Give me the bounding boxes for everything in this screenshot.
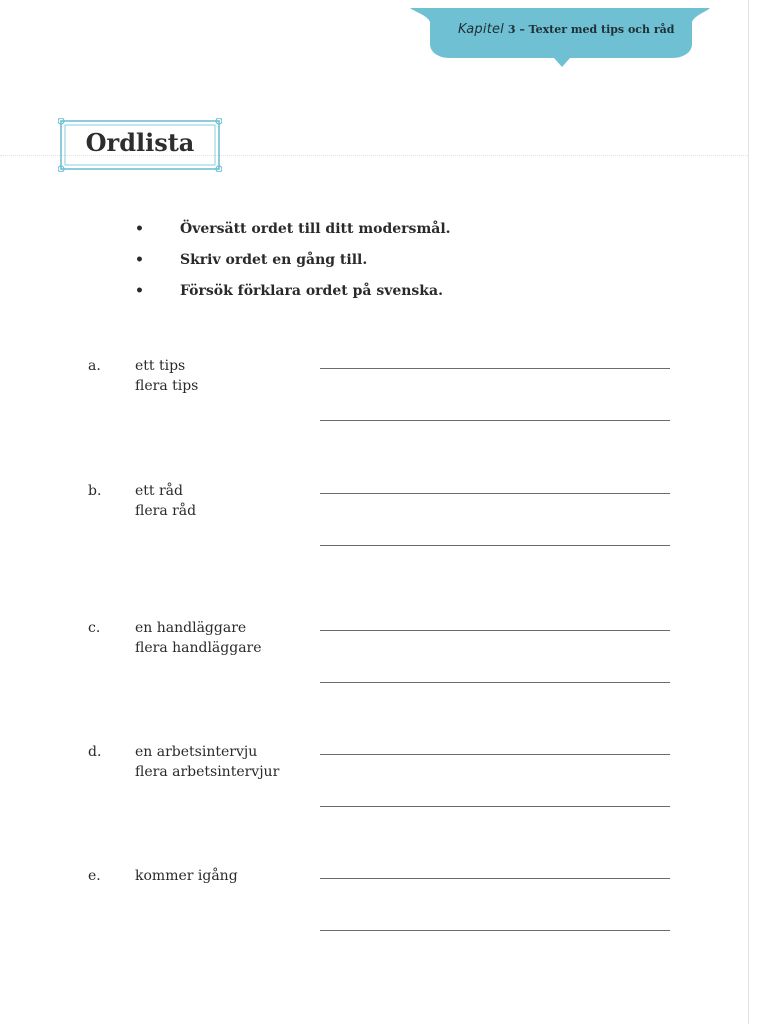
answer-line[interactable]: [320, 545, 670, 546]
instruction-item: [130, 218, 451, 249]
chapter-tab-shape-icon: [410, 8, 710, 70]
answer-line[interactable]: [320, 493, 670, 494]
answer-line[interactable]: [320, 806, 670, 807]
chapter-title: 3 – Texter med tips och råd: [504, 23, 675, 36]
title-box: [58, 118, 222, 172]
item-word-singular: en arbetsintervju: [135, 744, 258, 760]
item-letter: b.: [88, 483, 102, 499]
answer-line[interactable]: [320, 754, 670, 755]
item-word-singular: en handläggare: [135, 620, 247, 636]
page-title: Ordlista: [85, 128, 195, 157]
bullet-icon: •: [135, 252, 144, 268]
vocab-item-a: [0, 356, 768, 436]
item-word-plural: flera arbetsintervjur: [135, 764, 280, 780]
answer-line[interactable]: [320, 682, 670, 683]
answer-line[interactable]: [320, 368, 670, 369]
vocab-item-c: [0, 618, 768, 698]
instruction-text: Översätt ordet till ditt modersmål.: [180, 221, 451, 237]
item-letter: a.: [88, 358, 101, 374]
answer-line[interactable]: [320, 630, 670, 631]
instruction-text: Skriv ordet en gång till.: [180, 252, 368, 268]
chapter-word: Kapitel: [458, 22, 504, 37]
item-word-singular: ett råd: [135, 483, 183, 499]
instruction-list: [130, 218, 451, 311]
item-word-plural: flera tips: [135, 378, 199, 394]
item-letter: d.: [88, 744, 102, 760]
bullet-icon: •: [135, 283, 144, 299]
item-word-singular: kommer igång: [135, 868, 238, 884]
instruction-text: Försök förklara ordet på svenska.: [180, 283, 443, 299]
instruction-item: [130, 280, 451, 311]
answer-line[interactable]: [320, 930, 670, 931]
item-word-singular: ett tips: [135, 358, 186, 374]
instruction-item: [130, 249, 451, 280]
chapter-tab: [410, 8, 710, 70]
item-word-plural: flera handläggare: [135, 640, 262, 656]
answer-line[interactable]: [320, 420, 670, 421]
item-word-plural: flera råd: [135, 503, 197, 519]
item-letter: c.: [88, 620, 101, 636]
vocab-item-e: [0, 866, 768, 946]
chapter-label: [458, 22, 674, 37]
bullet-icon: •: [135, 221, 144, 237]
vocab-item-b: [0, 481, 768, 561]
answer-line[interactable]: [320, 878, 670, 879]
item-letter: e.: [88, 868, 101, 884]
vocab-item-d: [0, 742, 768, 822]
